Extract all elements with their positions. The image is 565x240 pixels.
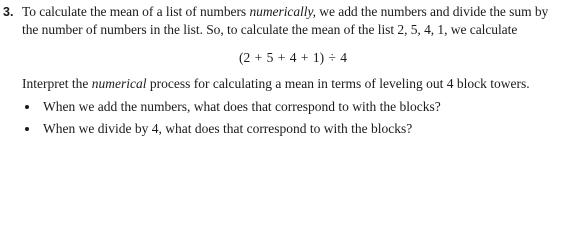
bullet-icon [25,127,29,131]
bullet-icon [25,105,29,109]
intro-italic: numerically, [249,4,316,19]
intro-text-2: we add the numbers and divide the sum by the number of numbers in the list. So, to calculate the mean of the list 2, 5, 4, 1, we calculate [22,4,549,37]
question-text: When we divide by 4, what does that correspond to with the blocks? [43,121,413,136]
interpret-text-2: process for calculating a mean in terms of leveling out 4 block towers. [146,76,530,91]
intro-paragraph [22,3,558,39]
interpret-italic: numerical [91,76,147,91]
question-item [22,98,558,116]
question-item [22,120,558,138]
question-list [22,98,558,138]
problem-number: 3. [3,5,14,19]
intro-text-1: To calculate the mean of a list of numbers [22,4,250,19]
interpret-paragraph [22,75,558,93]
question-text: When we add the numbers, what does that correspond to with the blocks? [43,99,441,114]
problem-3 [3,3,558,142]
formula: (2 + 5 + 4 + 1) ÷ 4 [239,50,347,65]
interpret-text-1: Interpret the [22,76,92,91]
